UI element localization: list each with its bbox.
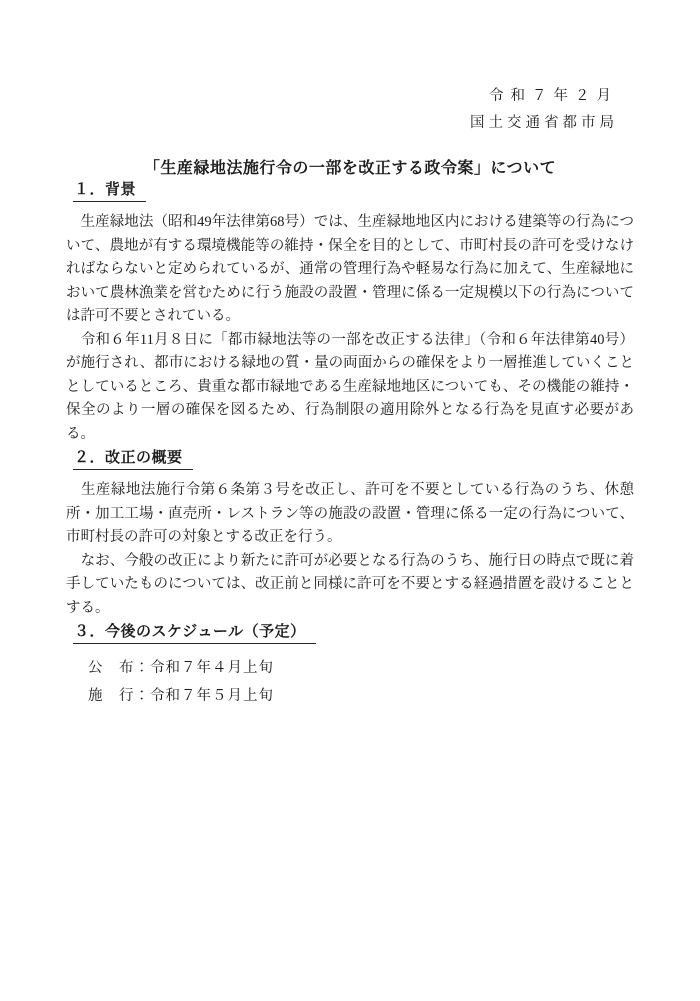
section-heading-amendment-summary bbox=[66, 446, 634, 470]
section-background bbox=[66, 178, 634, 446]
paragraph: 生産緑地法施行令第６条第３号を改正し、許可を不要としている行為のうち、休憩所・加工工場・直売所・レストラン等の施設の設置・管理に係る一定の行為について、市町村長の許可の対象とする改正を行う。 bbox=[66, 482, 634, 545]
schedule-list bbox=[66, 654, 634, 710]
document-meta bbox=[66, 86, 634, 133]
section-schedule bbox=[66, 620, 634, 710]
paragraph: 令和６年11月８日に「都市緑地法等の一部を改正する法律」（令和６年法律第40号）が施行され、都市における緑地の質・量の両面からの確保をより一層推進していくこととしているところ、貴重な都市緑地である生産緑地地区についても、その機能の維持・保全のより一層の確保を図るため、行為制限の適用除外となる行為を見直す必要がある。 bbox=[66, 331, 634, 442]
paragraph: 生産緑地法（昭和49年法律第68号）では、生産緑地地区内における建築等の行為について、農地が有する環境機能等の維持・保全を目的として、市町村長の許可を受けなければならないと定められているが、通常の管理行為や軽易な行為に加えて、生産緑地において農林漁業を営むために行う施設の設置・管理に係る一定規模以下の行為については許可不要とされている。 bbox=[66, 214, 634, 324]
section-heading-background bbox=[66, 178, 634, 202]
schedule-item-promulgation: 公 布：令和７年４月上旬 bbox=[88, 660, 274, 676]
section-heading-schedule-label: ３．今後のスケジュール（予定） bbox=[73, 620, 316, 644]
section-heading-background-label: １．背景 bbox=[73, 178, 146, 202]
section-heading-schedule bbox=[66, 620, 634, 644]
document-organization: 国土交通省都市局 bbox=[470, 115, 618, 131]
section-amendment-summary-body bbox=[66, 479, 634, 620]
paragraph: なお、今般の改正により新たに許可が必要となる行為のうち、施行日の時点で既に着手していたものについては、改正前と同様に許可を不要とする経過措置を設けることとする。 bbox=[66, 552, 634, 616]
section-background-body bbox=[66, 211, 634, 446]
document-date: 令和７年２月 bbox=[489, 88, 618, 104]
document-title: 「生産緑地法施行令の一部を改正する政令案」について bbox=[143, 160, 557, 177]
schedule-item-enforcement: 施 行：令和７年５月上旬 bbox=[88, 688, 274, 704]
section-amendment-summary bbox=[66, 446, 634, 620]
section-heading-amendment-summary-label: ２．改正の概要 bbox=[73, 446, 193, 470]
